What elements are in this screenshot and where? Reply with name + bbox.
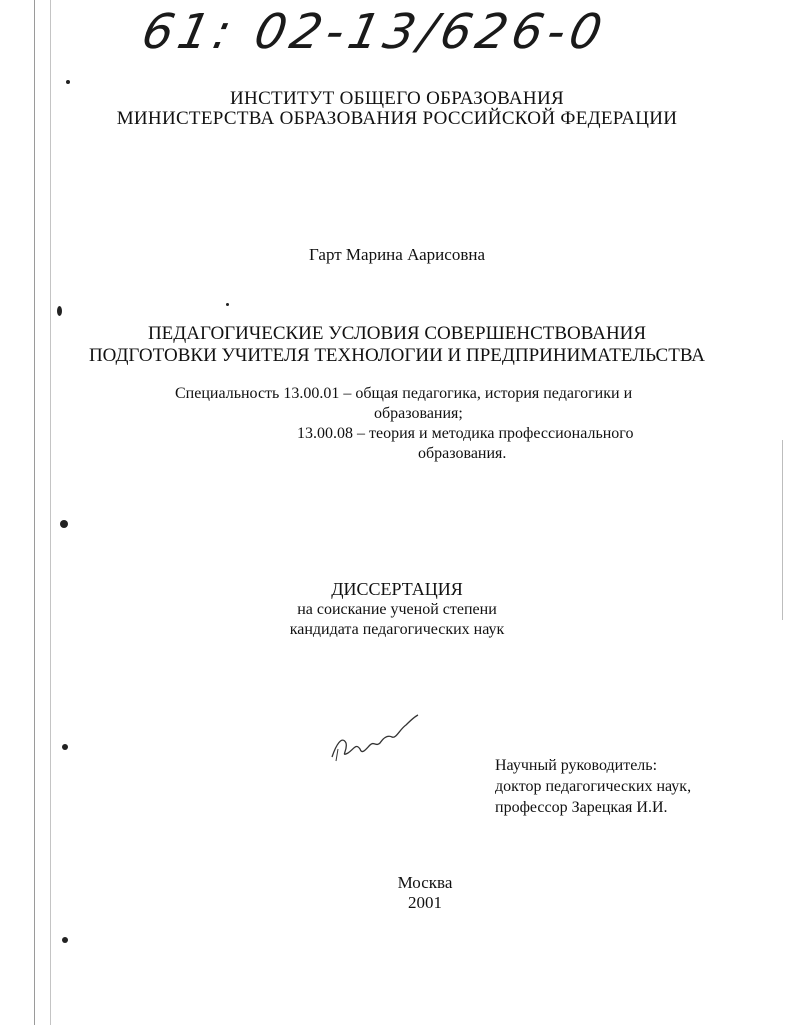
scan-speck	[226, 303, 229, 306]
institute-name-line1: ИНСТИТУТ ОБЩЕГО ОБРАЗОВАНИЯ	[230, 88, 564, 109]
city: Москва	[397, 873, 453, 892]
advisor-name: профессор Зарецкая И.И.	[495, 799, 668, 816]
author-name: Гарт Марина Аарисовна	[309, 245, 485, 264]
scan-speck	[62, 744, 68, 750]
signature-scribble	[326, 705, 421, 765]
scan-speck	[60, 520, 68, 528]
scan-speck	[62, 937, 68, 943]
archive-number: 61: 02-13/626-0	[137, 4, 612, 60]
year: 2001	[408, 893, 442, 912]
specialty-line4: образования.	[418, 445, 507, 462]
institute-name-line2: МИНИСТЕРСТВА ОБРАЗОВАНИЯ РОССИЙСКОЙ ФЕДЕРАЦИИ	[116, 108, 678, 129]
scan-margin-line	[34, 0, 35, 1025]
advisor-degree: доктор педагогических наук,	[495, 778, 692, 795]
scan-speck	[57, 306, 62, 316]
dissertation-heading: ДИССЕРТАЦИЯ	[331, 579, 463, 599]
thesis-title-line2: ПОДГОТОВКИ УЧИТЕЛЯ ТЕХНОЛОГИИ И ПРЕДПРИНИМАТЕЛЬСТВА	[88, 345, 706, 366]
thesis-title-line1: ПЕДАГОГИЧЕСКИЕ УСЛОВИЯ СОВЕРШЕНСТВОВАНИЯ	[147, 323, 647, 344]
dissertation-degree-line2: кандидата педагогических наук	[289, 621, 505, 638]
scan-margin-line	[50, 0, 51, 1025]
scan-speck	[66, 80, 70, 84]
advisor-label: Научный руководитель:	[495, 757, 658, 774]
specialty-line3: 13.00.08 – теория и методика профессионального	[297, 425, 634, 442]
specialty-line2: образования;	[374, 405, 463, 422]
advisor-block	[495, 755, 691, 818]
dissertation-degree-line1: на соискание ученой степени	[297, 601, 497, 618]
specialty-line1: Специальность 13.00.01 – общая педагогика, история педагогики и	[175, 385, 633, 402]
